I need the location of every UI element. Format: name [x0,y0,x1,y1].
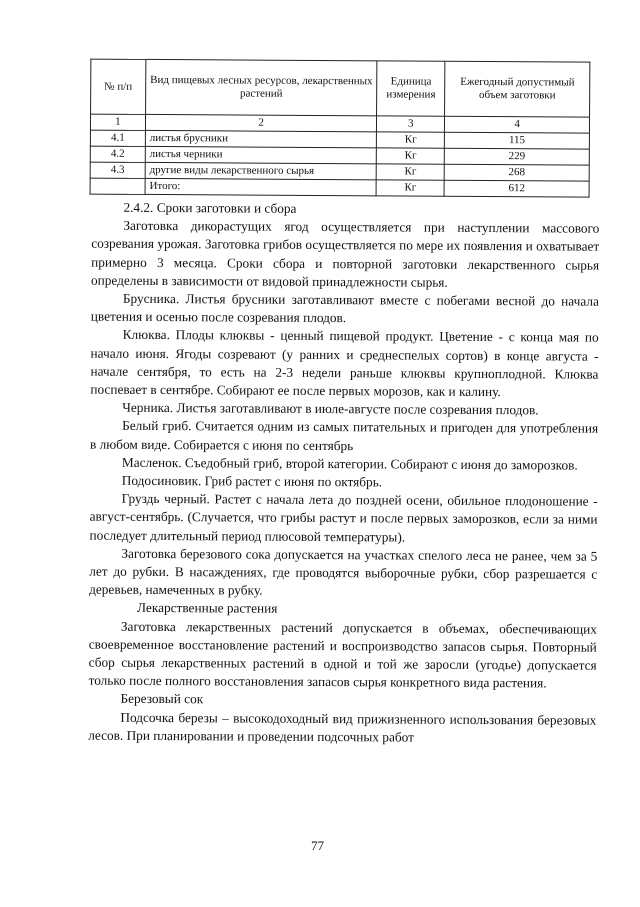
header-resource-type: Вид пищевых лесных ресурсов, лекарственных растений [145,59,377,115]
birch-sap-heading: Березовый сок [120,691,204,707]
paragraph-bilberry: Черника. Листья заготавливают в июле-августе после созревания плодов. [122,400,539,418]
numbering-cell: 1 [90,114,145,130]
total-number [90,178,145,194]
paragraph-medicinal-plants: Заготовка лекарственных растений допускается в объемах, обеспечивающих своевременное восстановление растений и воспроизводство запасов сырья. Повторный сбор сырья лекарственных растений в одной и той же заросли (угодье) допускается только после полного восстановления запасов сырья конкретного вида растения. [88,618,597,691]
forest-resources-table [90,59,591,198]
paragraph-boletus: Подосиновик. Гриб растет с июня по октябрь. [121,472,383,490]
paragraph-birch-sap-harvest: Заготовка березового сока допускается на участках спелого леса не ранее, чем за 5 лет до рубки. В насаждениях, где проводятся выборочные рубки, сбор разрешается с деревьев, намеченных в рубку. [89,545,598,598]
section-body [88,199,599,748]
page-number: 77 [311,837,325,854]
row-unit: Кг [377,148,445,164]
total-unit: Кг [376,180,444,196]
paragraph-cowberry: Брусника. Листья брусники заготавливают вместе с побегами весной до начала цветения и осенью после созревания плодов. [90,290,599,326]
row-number: 4.2 [90,146,145,162]
header-annual-volume: Ежегодный допустимый объем заготовки [445,61,590,117]
table-total-row [90,178,589,197]
table-header-row [91,59,590,117]
paragraph-suillus: Масленок. Съедобный гриб, второй категории. Собирают с июня до заморозков. [121,454,578,473]
medicinal-plants-heading: Лекарственные растения [136,600,278,617]
total-label: Итого: [145,178,377,195]
header-number: № п/п [91,59,146,114]
paragraph-black-milk-cap: Груздь черный. Растет с начала лета до поздней осени, обильное плодоношение - август-сентябрь. (Случается, что грибы растут и после первых заморозков, если за ними последует длительный период плюсовой температуры). [89,491,598,545]
numbering-cell: 4 [445,116,590,133]
row-resource-name: листья брусники [145,130,377,147]
row-number: 4.1 [90,130,145,146]
paragraph-cranberry: Клюква. Плоды клюквы - ценный пищевой продукт. Цветение - с конца мая по начало июня. Ягоды созревают (у ранних и среднеспелых сортов) в конце августа - начале сентября, то есть на 2-3 недели раньше клюквы крупноплодной. Клюква поспевает в сентябре. Собирают ее после первых морозов, как и калину. [90,327,599,400]
section-title: 2.4.2. Сроки заготовки и сбора [123,199,297,216]
row-resource-name: листья черники [145,146,377,163]
row-unit: Кг [377,132,445,148]
row-number: 4.3 [90,162,145,178]
numbering-cell: 2 [145,114,377,131]
row-unit: Кг [376,164,444,180]
paragraph-porcini: Белый гриб. Считается одним из самых питательных и пригоден для употребления в любом виде. Собирается с июня по сентябрь [89,418,599,453]
row-volume: 229 [445,148,590,165]
paragraph-birch-tapping: Подсочка березы – высокодоходный вид прижизненного использования березовых лесов. При планировании и проведении подсочных работ [88,709,597,745]
row-resource-name: другие виды лекарственного сырья [145,162,377,179]
row-volume: 268 [444,164,589,181]
paragraph-general: Заготовка дикорастущих ягод осуществляется при наступлении массового созревания урожая. Заготовка грибов осуществляется по мере их появления и охватывает примерно 3 месяца. Сроки сбора и повторной заготовки лекарственного сырья определены в зависимости от видовой принадлежности сырья. [90,217,600,290]
numbering-cell: 3 [377,116,445,132]
total-volume: 612 [444,180,589,197]
header-unit: Единица измерения [377,61,445,116]
row-volume: 115 [445,132,590,149]
